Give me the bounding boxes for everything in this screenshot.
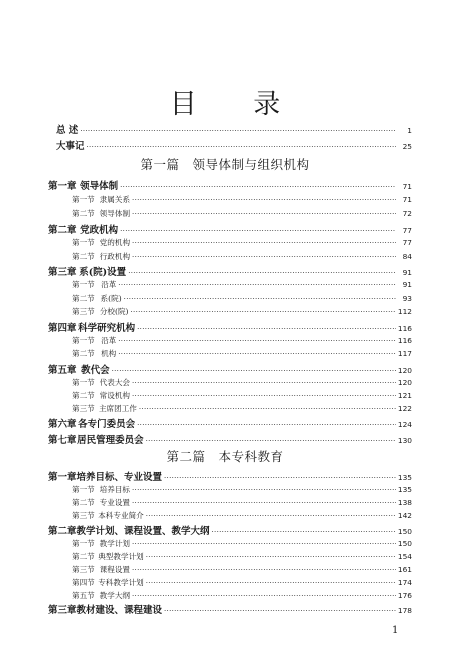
toc-section[interactable] xyxy=(72,497,412,508)
toc-section[interactable] xyxy=(72,208,412,219)
leader-dots xyxy=(87,143,396,151)
chapter-title: 科学研究机构 xyxy=(78,323,136,334)
section-page: 112 xyxy=(397,307,412,316)
toc-section[interactable] xyxy=(72,293,412,304)
section-title: 机构 xyxy=(101,349,117,358)
toc-section[interactable] xyxy=(72,194,412,205)
chapter-number: 第一章 xyxy=(48,181,77,192)
section-page: 176 xyxy=(397,591,412,600)
section-title: 常设机构 xyxy=(99,391,131,400)
toc-section[interactable] xyxy=(72,390,412,401)
section-number: 第四节 xyxy=(72,578,95,587)
leader-dots xyxy=(132,239,396,247)
toc-chapter[interactable] xyxy=(48,416,412,430)
section-page: 91 xyxy=(402,280,412,289)
section-page: 116 xyxy=(397,336,412,345)
chapter-number: 第三章 xyxy=(48,605,77,616)
toc-section[interactable] xyxy=(72,551,412,562)
chapter-page: 71 xyxy=(402,182,412,191)
chapter-page: 150 xyxy=(397,527,412,536)
section-number: 第二节 xyxy=(72,294,95,303)
chapter-page: 178 xyxy=(397,606,412,615)
chapter-page: 135 xyxy=(397,473,412,482)
leader-dots xyxy=(118,281,396,289)
chapter-page: 91 xyxy=(402,268,412,277)
toc-section[interactable] xyxy=(72,484,412,495)
section-page: 154 xyxy=(397,552,412,561)
chapter-number: 第七章 xyxy=(48,435,77,446)
chapter-number: 第二章 xyxy=(48,526,77,537)
toc-section[interactable] xyxy=(72,377,412,388)
leader-dots xyxy=(118,350,396,358)
section-number: 第二节 xyxy=(72,391,95,400)
section-page: 93 xyxy=(402,294,412,303)
leader-dots xyxy=(146,512,396,520)
section-number: 第一节 xyxy=(72,378,95,387)
toc-entry-page: 25 xyxy=(402,142,412,151)
leader-dots xyxy=(132,566,396,574)
leader-dots xyxy=(164,474,396,482)
leader-dots xyxy=(132,196,396,204)
leader-dots xyxy=(132,253,396,261)
section-number: 第三节 xyxy=(72,404,95,413)
leader-dots xyxy=(131,308,396,316)
section-number: 第五节 xyxy=(72,591,95,600)
section-number: 第一节 xyxy=(72,238,95,247)
toc-chapter[interactable] xyxy=(48,178,412,192)
chapter-page: 116 xyxy=(397,324,412,333)
section-page: 84 xyxy=(402,252,412,261)
leader-dots xyxy=(120,183,396,191)
toc-chapter[interactable] xyxy=(48,320,412,334)
leader-dots xyxy=(132,486,396,494)
section-page: 161 xyxy=(397,565,412,574)
section-number: 第一节 xyxy=(72,195,95,204)
toc-section[interactable] xyxy=(72,251,412,262)
leader-dots xyxy=(132,210,396,218)
toc-chapter[interactable] xyxy=(48,222,412,236)
toc-section[interactable] xyxy=(72,237,412,248)
section-number: 第一节 xyxy=(72,280,95,289)
section-page: 150 xyxy=(397,539,412,548)
toc-section[interactable] xyxy=(72,564,412,575)
leader-dots xyxy=(120,227,396,235)
leader-dots xyxy=(132,392,396,400)
section-title: 隶属关系 xyxy=(99,195,131,204)
section-title: 培养目标 xyxy=(99,485,131,494)
section-title: 分校(院) xyxy=(99,307,129,316)
toc-section[interactable] xyxy=(72,279,412,290)
leader-dots xyxy=(146,579,396,587)
leader-dots xyxy=(137,325,396,333)
leader-dots xyxy=(80,127,396,135)
page-title: 目 录 xyxy=(169,89,305,120)
section-number: 第二节 xyxy=(72,552,95,561)
leader-dots xyxy=(212,528,396,536)
section-title: 党的机构 xyxy=(99,238,131,247)
chapter-number: 第六章 xyxy=(48,419,77,430)
footer-page-number: 1 xyxy=(392,625,399,636)
leader-dots xyxy=(118,337,396,345)
chapter-page: 77 xyxy=(402,226,412,235)
section-page: 138 xyxy=(397,498,412,507)
toc-chapter[interactable] xyxy=(48,602,412,616)
leader-dots xyxy=(137,421,396,429)
chapter-title: 居民管理委员会 xyxy=(77,435,144,446)
chapter-page: 120 xyxy=(397,366,412,375)
chapter-number: 第三章 xyxy=(48,267,77,278)
toc-section[interactable] xyxy=(72,590,412,601)
chapter-title: 党政机构 xyxy=(80,225,119,236)
toc-chapter[interactable] xyxy=(48,469,412,483)
leader-dots xyxy=(164,607,396,615)
section-page: 122 xyxy=(397,404,412,413)
leader-dots xyxy=(112,367,396,375)
chapter-title: 教学计划、课程设置、教学大纲 xyxy=(76,526,210,537)
toc-chapter[interactable] xyxy=(48,362,412,376)
chapter-number: 第五章 xyxy=(48,365,77,376)
section-title: 主席团工作 xyxy=(98,404,137,413)
section-title: 行政机构 xyxy=(99,252,131,261)
section-page: 135 xyxy=(397,485,412,494)
section-number: 第三节 xyxy=(72,307,95,316)
section-number: 第二节 xyxy=(72,498,95,507)
section-title: 沿革 xyxy=(101,280,117,289)
toc-section[interactable] xyxy=(72,538,412,549)
toc-section[interactable] xyxy=(72,577,412,588)
section-page: 120 xyxy=(397,378,412,387)
chapter-page: 130 xyxy=(397,436,412,445)
section-number: 第二节 xyxy=(72,209,95,218)
section-page: 72 xyxy=(402,209,412,218)
section-title: 沿革 xyxy=(101,336,117,345)
chapter-number: 第一章 xyxy=(48,472,77,483)
section-number: 第一节 xyxy=(72,485,95,494)
leader-dots xyxy=(146,437,396,445)
section-page: 117 xyxy=(397,349,412,358)
section-number: 第一节 xyxy=(72,539,95,548)
section-title: 专业设置 xyxy=(99,498,131,507)
chapter-number: 第二章 xyxy=(48,225,77,236)
part-heading: 第一篇 领导体制与组织机构 xyxy=(140,157,310,172)
section-page: 142 xyxy=(397,511,412,520)
leader-dots xyxy=(132,379,396,387)
chapter-title: 教材建设、课程建设 xyxy=(76,605,163,616)
section-title: 教学大纲 xyxy=(99,591,131,600)
section-title: 典型教学计划 xyxy=(98,552,144,561)
toc-section[interactable] xyxy=(72,510,412,521)
section-title: 代表大会 xyxy=(99,378,131,387)
chapter-title: 培养目标、专业设置 xyxy=(76,472,163,483)
chapter-title: 教代会 xyxy=(81,365,110,376)
toc-chapter[interactable] xyxy=(48,523,412,537)
leader-dots xyxy=(139,405,396,413)
chapter-number: 第四章 xyxy=(48,323,77,334)
section-number: 第二节 xyxy=(72,349,95,358)
section-title: 教学计划 xyxy=(99,539,131,548)
section-title: 本科专业简介 xyxy=(98,511,144,520)
section-title: 领导体制 xyxy=(99,209,131,218)
part-heading: 第二篇 本专科教育 xyxy=(166,449,284,464)
section-title: 系(院) xyxy=(100,294,122,303)
section-page: 77 xyxy=(402,238,412,247)
toc-section[interactable] xyxy=(72,348,412,359)
toc-section[interactable] xyxy=(72,403,412,414)
toc-entry-overview[interactable] xyxy=(56,122,412,136)
chapter-title: 领导体制 xyxy=(80,181,119,192)
leader-dots xyxy=(124,295,396,303)
chapter-title: 系(院)设置 xyxy=(79,267,127,278)
chapter-title: 各专门委员会 xyxy=(78,419,136,430)
section-page: 174 xyxy=(397,578,412,587)
section-number: 第二节 xyxy=(72,252,95,261)
leader-dots xyxy=(128,269,396,277)
toc-section[interactable] xyxy=(72,306,412,317)
section-number: 第三节 xyxy=(72,511,95,520)
leader-dots xyxy=(132,540,396,548)
toc-chapter[interactable] xyxy=(48,432,412,446)
toc-entry-chronicle[interactable] xyxy=(56,138,412,152)
section-number: 第一节 xyxy=(72,336,95,345)
section-number: 第三节 xyxy=(72,565,95,574)
toc-entry-label: 大事记 xyxy=(56,141,85,152)
toc-entry-label: 总 述 xyxy=(56,125,79,136)
section-title: 课程设置 xyxy=(99,565,131,574)
section-page: 71 xyxy=(402,195,412,204)
toc-chapter[interactable] xyxy=(48,264,412,278)
leader-dots xyxy=(132,499,396,507)
leader-dots xyxy=(132,592,396,600)
section-title: 专科教学计划 xyxy=(98,578,144,587)
chapter-page: 124 xyxy=(397,420,412,429)
section-page: 121 xyxy=(397,391,412,400)
toc-section[interactable] xyxy=(72,335,412,346)
leader-dots xyxy=(146,553,396,561)
toc-entry-page: 1 xyxy=(407,126,412,135)
